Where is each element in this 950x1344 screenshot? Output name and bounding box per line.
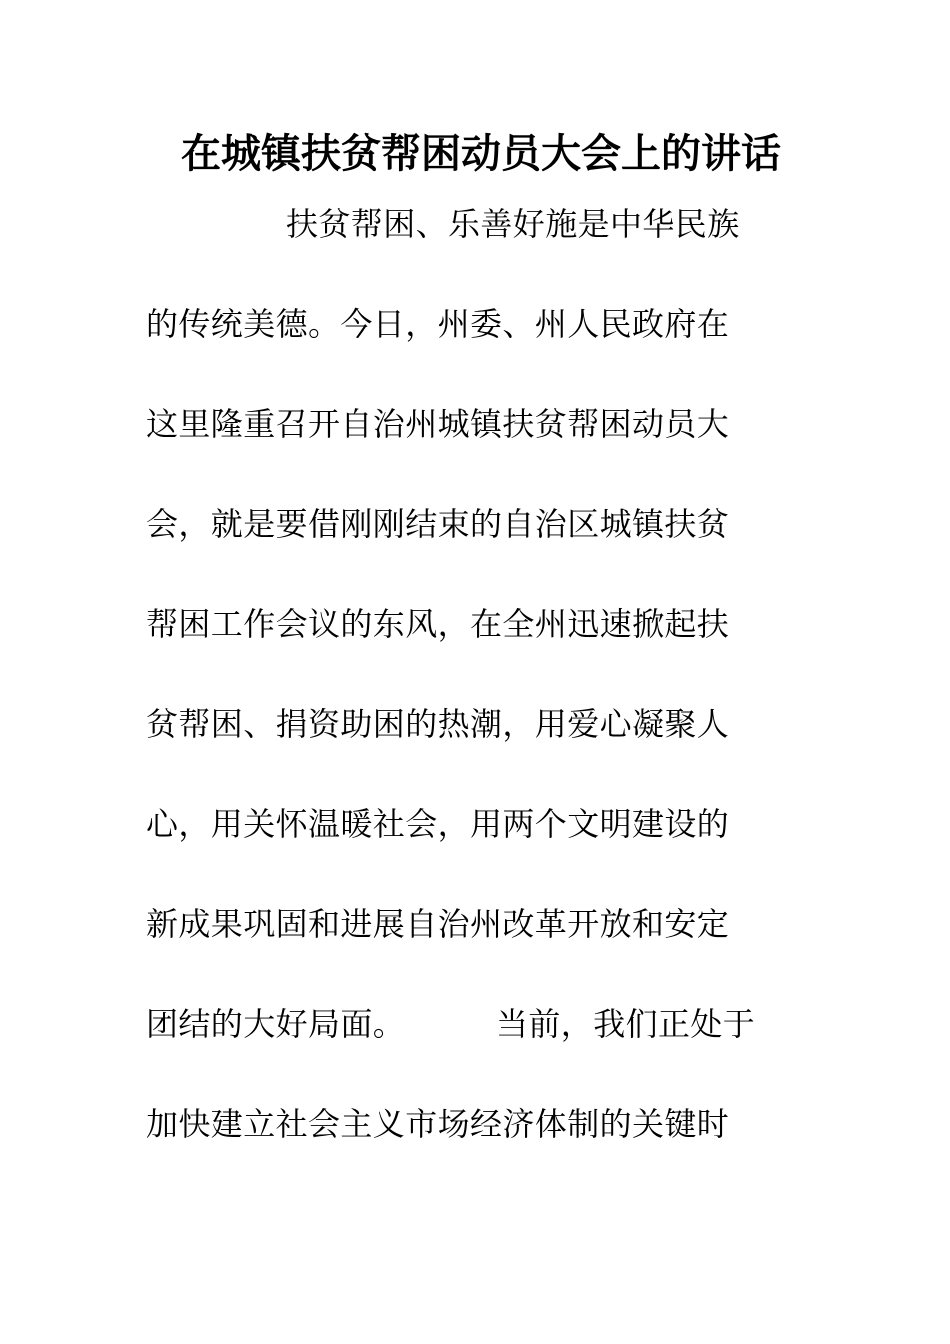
paragraph-line: 新成果巩固和进展自治州改革开放和安定	[146, 905, 730, 943]
document-title: 在城镇扶贫帮困动员大会上的讲话	[181, 130, 781, 177]
paragraph-line: 的传统美德。今日，州委、州人民政府在	[146, 305, 730, 343]
paragraph-line: 加快建立社会主义市场经济体制的关键时	[146, 1105, 730, 1143]
paragraph-line: 贫帮困、捐资助困的热潮，用爱心凝聚人	[146, 705, 730, 743]
paragraph-line: 这里隆重召开自治州城镇扶贫帮困动员大	[146, 405, 730, 443]
paragraph-line: 帮困工作会议的东风，在全州迅速掀起扶	[146, 605, 730, 643]
paragraph-line: 当前，我们正处于	[496, 1005, 756, 1043]
paragraph-line: 扶贫帮困、乐善好施是中华民族	[286, 205, 740, 243]
paragraph-line: 团结的大好局面。	[146, 1005, 406, 1043]
paragraph-line: 会，就是要借刚刚结束的自治区城镇扶贫	[146, 505, 730, 543]
paragraph-line: 心，用关怀温暖社会，用两个文明建设的	[146, 805, 730, 843]
